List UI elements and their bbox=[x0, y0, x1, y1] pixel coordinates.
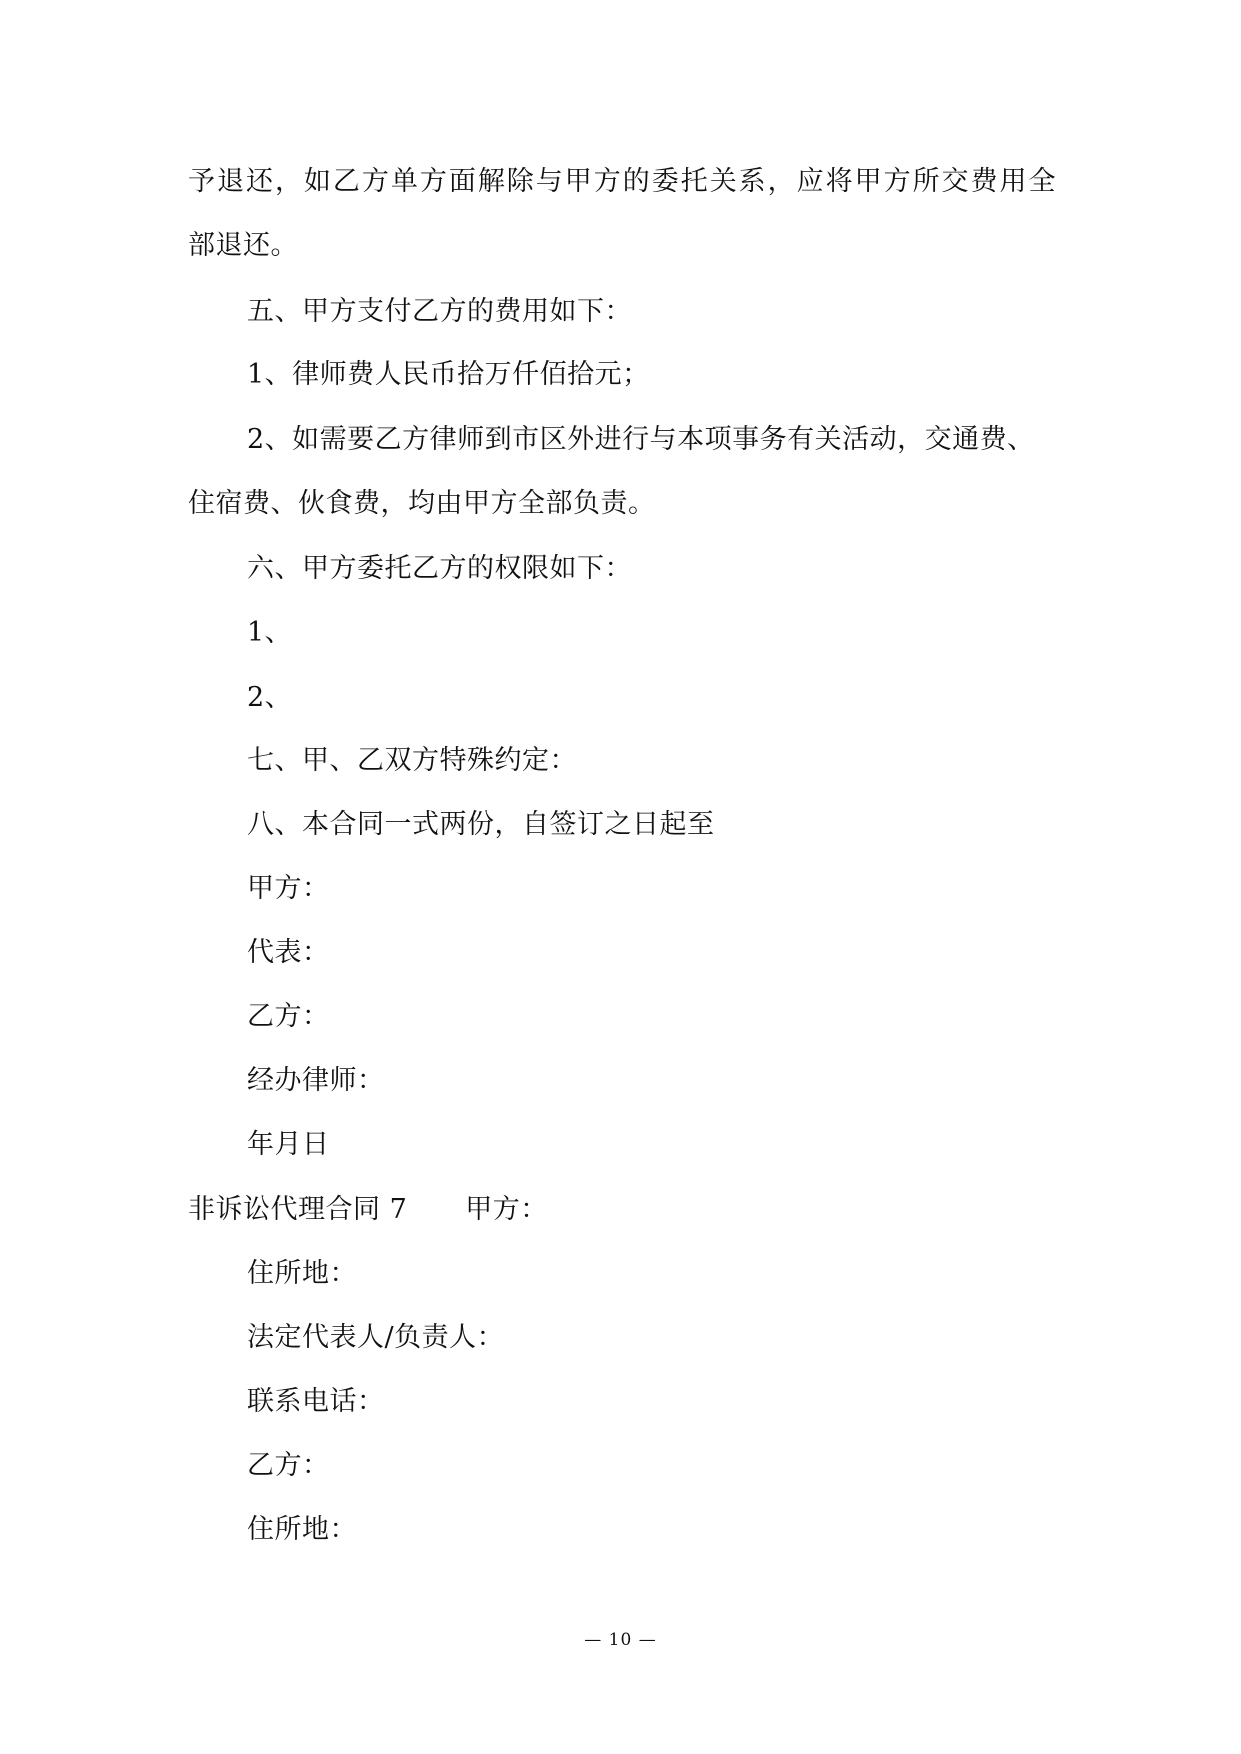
clause-seven-heading: 七、甲、乙双方特殊约定： bbox=[247, 745, 577, 776]
clause-eight-heading: 八、本合同一式两份，自签订之日起至 bbox=[247, 809, 715, 840]
signature-party-a: 甲方： bbox=[247, 873, 330, 904]
paragraph-refund-line-2: 部退还。 bbox=[188, 230, 298, 261]
section-party-a-label: 甲方： bbox=[465, 1194, 548, 1225]
clause-six-item-2: 2、 bbox=[247, 682, 293, 713]
clause-six-item-1: 1、 bbox=[247, 617, 293, 648]
field-address-b: 住所地： bbox=[247, 1514, 357, 1545]
clause-five-heading: 五、甲方支付乙方的费用如下： bbox=[247, 296, 632, 327]
signature-date: 年月日 bbox=[247, 1129, 330, 1160]
signature-representative: 代表： bbox=[247, 937, 330, 968]
section-title: 非诉讼代理合同 7 bbox=[188, 1194, 408, 1225]
clause-five-item-1: 1、律师费人民币拾万仟佰拾元； bbox=[247, 359, 650, 390]
field-legal-representative: 法定代表人/负责人： bbox=[247, 1322, 505, 1353]
page-number: — 10 — bbox=[584, 1630, 657, 1650]
clause-five-item-2-line-1: 2、如需要乙方律师到市区外进行与本项事务有关活动，交通费、 bbox=[247, 424, 1035, 455]
section-heading-row bbox=[188, 1190, 548, 1230]
paragraph-refund-line-1: 予退还，如乙方单方面解除与甲方的委托关系，应将甲方所交费用全 bbox=[188, 166, 1056, 197]
signature-lawyer: 经办律师： bbox=[247, 1065, 385, 1096]
field-phone: 联系电话： bbox=[247, 1386, 385, 1417]
clause-five-item-2-line-2: 住宿费、伙食费，均由甲方全部负责。 bbox=[188, 488, 656, 519]
clause-six-heading: 六、甲方委托乙方的权限如下： bbox=[247, 553, 632, 584]
signature-party-b: 乙方： bbox=[247, 1001, 330, 1032]
field-party-b: 乙方： bbox=[247, 1450, 330, 1481]
field-address-a: 住所地： bbox=[247, 1258, 357, 1289]
